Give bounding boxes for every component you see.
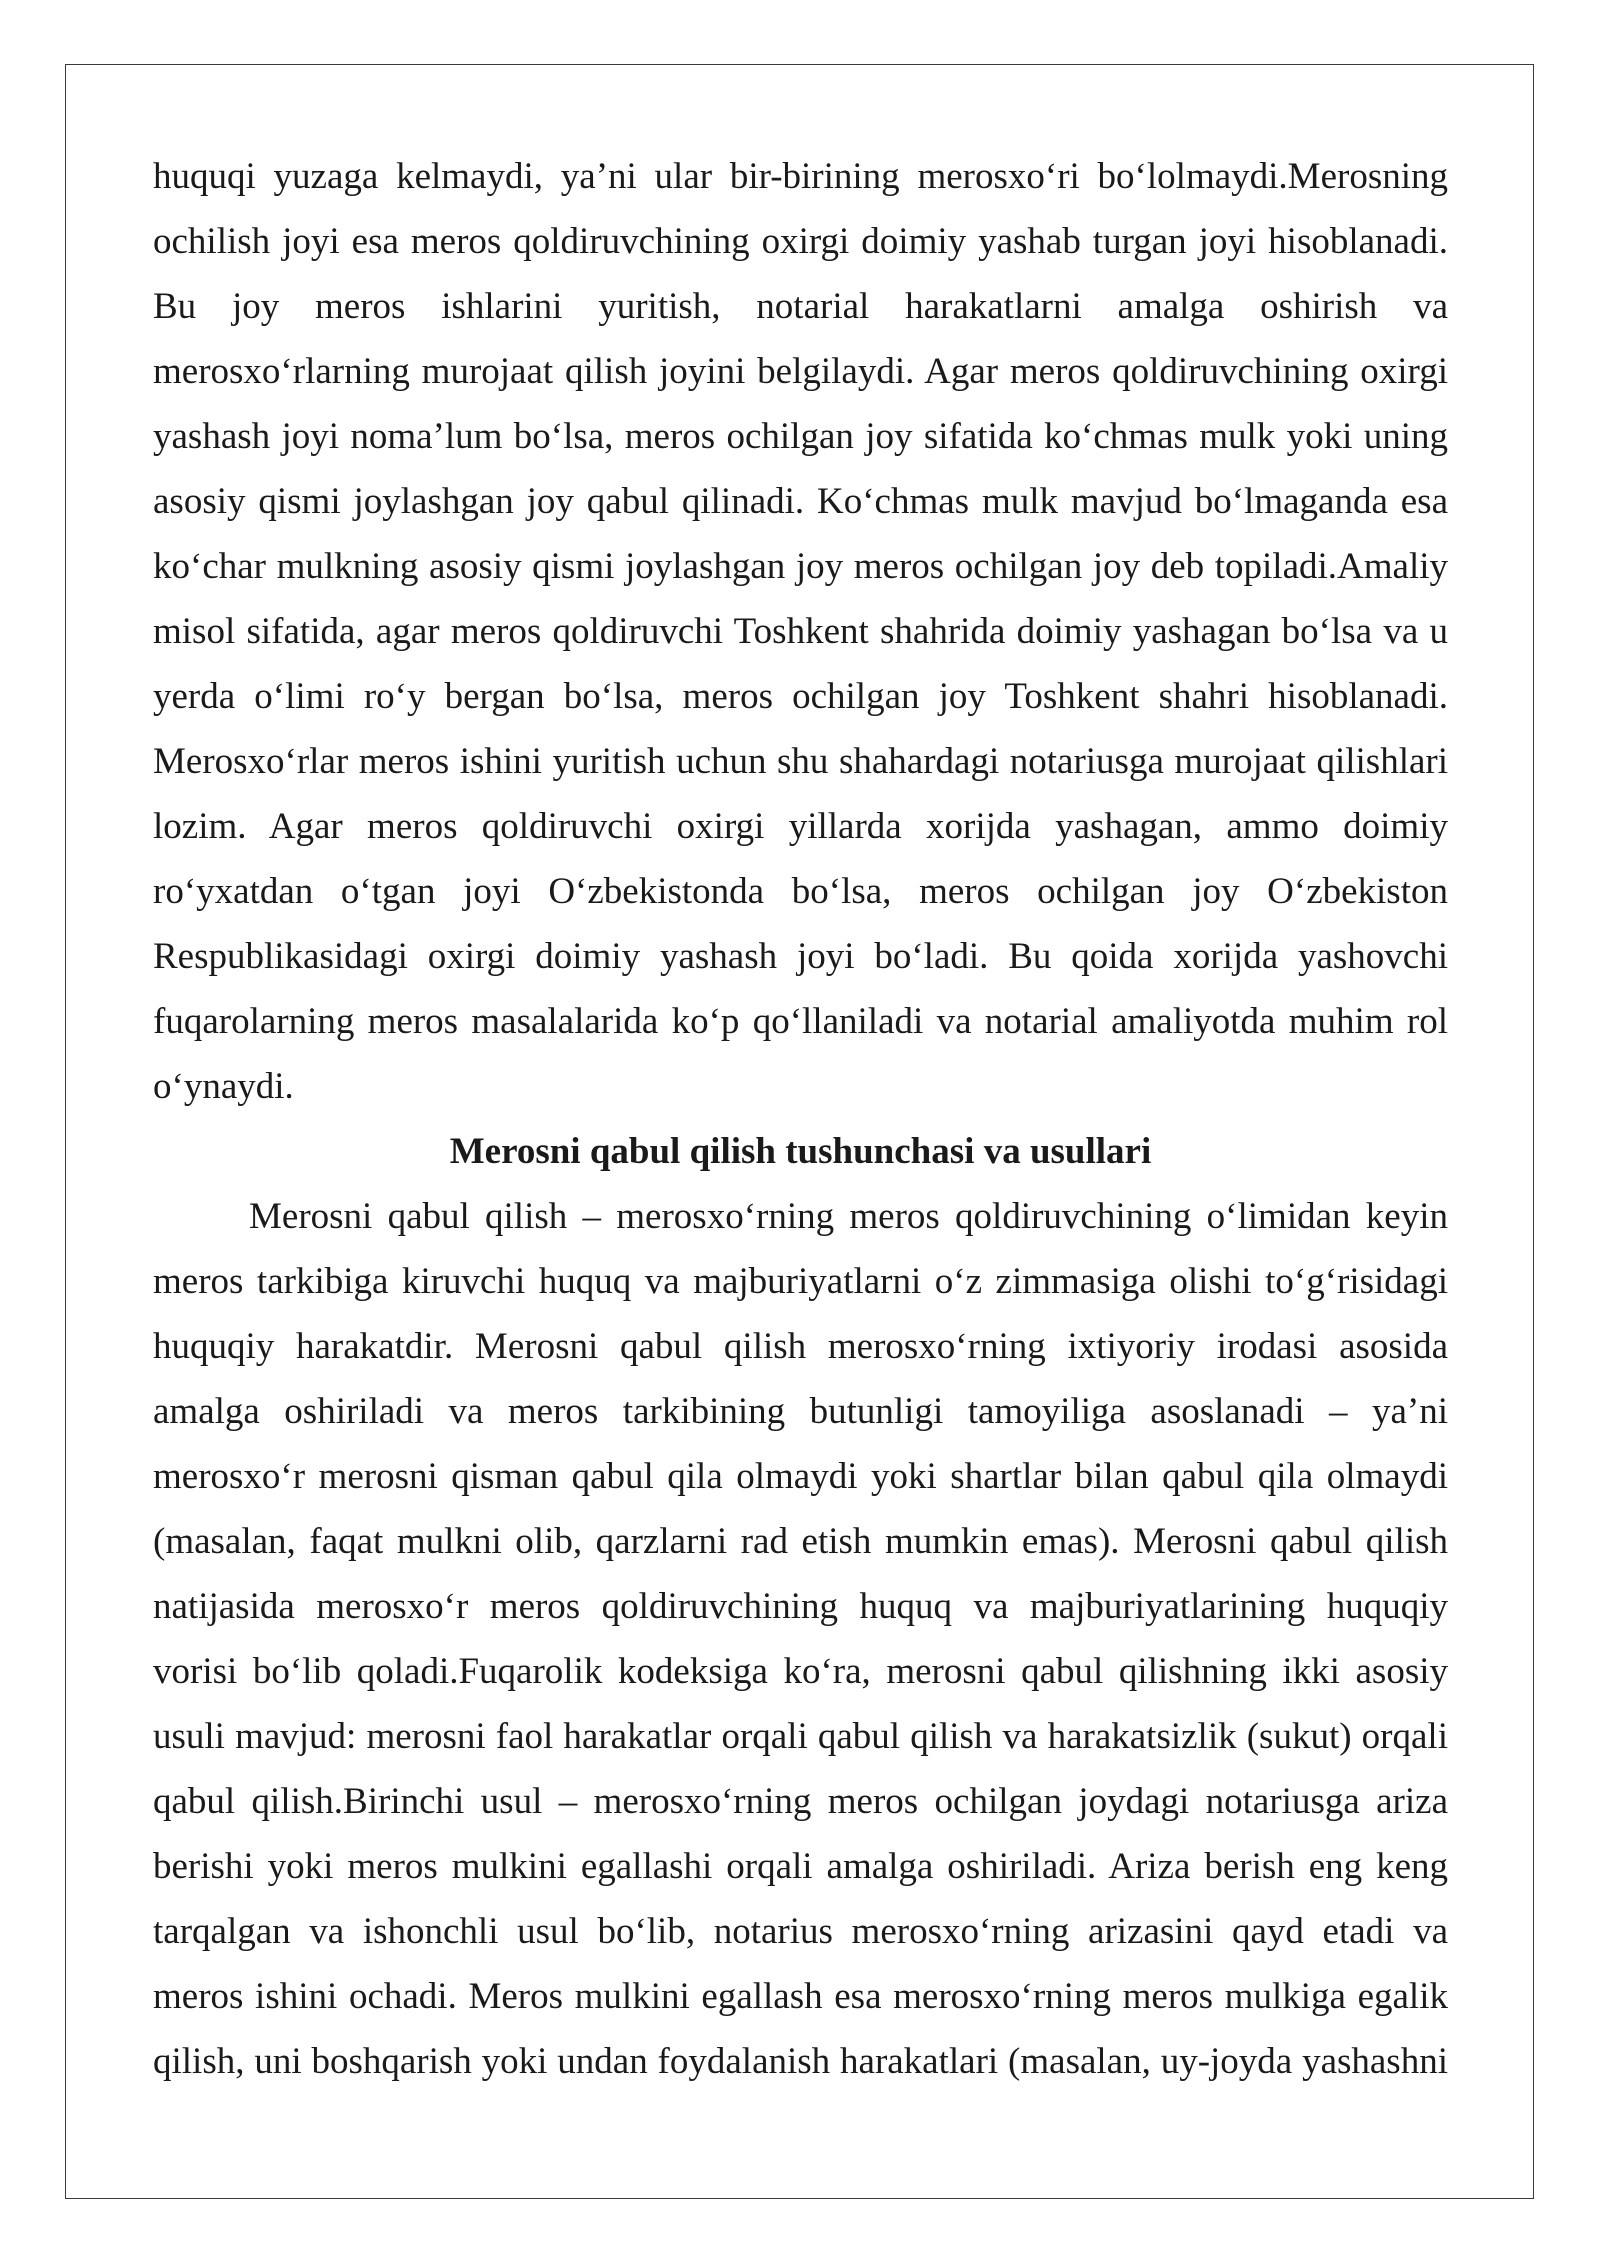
text-line: fuqarolarning meros masalalarida ko‘p qo‘llaniladi va notarial amaliyotda muhim rol bbox=[153, 1001, 1448, 1042]
section-heading: Merosni qabul qilish tushunchasi va usullari bbox=[449, 1131, 1152, 1172]
text-line: asosiy qismi joylashgan joy qabul qilinadi. Ko‘chmas mulk mavjud bo‘lmaganda esa bbox=[153, 481, 1448, 522]
text-line: tarqalgan va ishonchli usul bo‘lib, notarius merosxo‘rning arizasini qayd etadi va bbox=[153, 1911, 1448, 1952]
text-line: ko‘char mulkning asosiy qismi joylashgan joy meros ochilgan joy deb topiladi.Amaliy bbox=[153, 546, 1448, 587]
text-line: berishi yoki meros mulkini egallashi orqali amalga oshiriladi. Ariza berish eng keng bbox=[153, 1846, 1448, 1887]
text-line: vorisi bo‘lib qoladi.Fuqarolik kodeksiga ko‘ra, merosni qabul qilishning ikki asosiy bbox=[153, 1651, 1448, 1692]
text-line: lozim. Agar meros qoldiruvchi oxirgi yillarda xorijda yashagan, ammo doimiy bbox=[153, 806, 1448, 847]
text-line: Merosni qabul qilish – merosxo‘rning meros qoldiruvchining o‘limidan keyin bbox=[249, 1196, 1448, 1237]
text-line: natijasida merosxo‘r meros qoldiruvchining huquq va majburiyatlarining huquqiy bbox=[153, 1586, 1448, 1627]
text-line: huquqiy harakatdir. Merosni qabul qilish merosxo‘rning ixtiyoriy irodasi asosida bbox=[153, 1326, 1448, 1367]
text-line: Respublikasidagi oxirgi doimiy yashash joyi bo‘ladi. Bu qoida xorijda yashovchi bbox=[153, 936, 1448, 977]
text-line: yashash joyi noma’lum bo‘lsa, meros ochilgan joy sifatida ko‘chmas mulk yoki uning bbox=[153, 416, 1448, 457]
text-block bbox=[153, 144, 1448, 2094]
text-line: (masalan, faqat mulkni olib, qarzlarni rad etish mumkin emas). Merosni qabul qilish bbox=[153, 1521, 1448, 1562]
text-line: meros ishini ochadi. Meros mulkini egallash esa merosxo‘rning meros mulkiga egalik bbox=[153, 1976, 1448, 2017]
text-line: merosxo‘rlarning murojaat qilish joyini belgilaydi. Agar meros qoldiruvchining oxirgi bbox=[153, 351, 1448, 392]
text-line: merosxo‘r merosni qisman qabul qila olmaydi yoki shartlar bilan qabul qila olmaydi bbox=[153, 1456, 1448, 1497]
text-line: huquqi yuzaga kelmaydi, ya’ni ular bir-birining merosxo‘ri bo‘lolmaydi.Merosning bbox=[153, 156, 1448, 197]
text-line: meros tarkibiga kiruvchi huquq va majburiyatlarni o‘z zimmasiga olishi to‘g‘risidagi bbox=[153, 1261, 1448, 1302]
text-line: Merosxo‘rlar meros ishini yuritish uchun shu shahardagi notariusga murojaat qilishlari bbox=[153, 741, 1448, 782]
paragraph bbox=[153, 1184, 1448, 2094]
text-line: misol sifatida, agar meros qoldiruvchi Toshkent shahrida doimiy yashagan bo‘lsa va u bbox=[153, 611, 1448, 652]
text-line: Bu joy meros ishlarini yuritish, notarial harakatlarni amalga oshirish va bbox=[153, 286, 1448, 327]
text-line: qabul qilish.Birinchi usul – merosxo‘rning meros ochilgan joydagi notariusga ariza bbox=[153, 1781, 1448, 1822]
text-line: yerda o‘limi ro‘y bergan bo‘lsa, meros ochilgan joy Toshkent shahri hisoblanadi. bbox=[153, 676, 1448, 717]
text-line: qilish, uni boshqarish yoki undan foydalanish harakatlari (masalan, uy-joyda yashashni bbox=[153, 2041, 1448, 2082]
text-line: ochilish joyi esa meros qoldiruvchining oxirgi doimiy yashab turgan joyi hisoblanadi. bbox=[153, 221, 1448, 262]
text-line: ro‘yxatdan o‘tgan joyi O‘zbekistonda bo‘lsa, meros ochilgan joy O‘zbekiston bbox=[153, 871, 1448, 912]
paragraph bbox=[153, 144, 1448, 1119]
text-line: o‘ynaydi. bbox=[153, 1066, 294, 1107]
text-line: usuli mavjud: merosni faol harakatlar orqali qabul qilish va harakatsizlik (sukut) orqali bbox=[153, 1716, 1448, 1757]
text-line: amalga oshiriladi va meros tarkibining butunligi tamoyiliga asoslanadi – ya’ni bbox=[153, 1391, 1448, 1432]
